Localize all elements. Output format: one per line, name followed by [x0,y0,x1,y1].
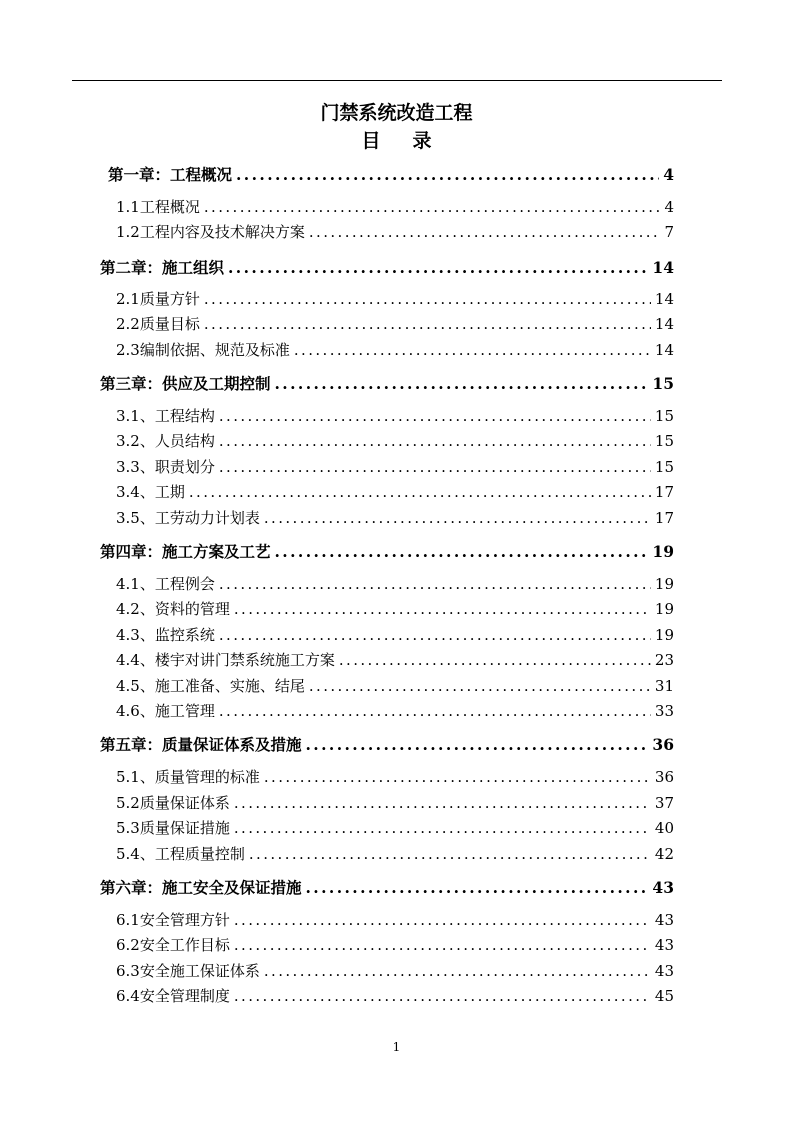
toc-leader-dots [275,374,649,393]
toc-chapter-entry[interactable] [100,876,674,898]
toc-entry-page: 14 [654,341,674,359]
toc-entry-label: 5.4、工程质量控制 [116,845,245,863]
toc-entry-page: 7 [664,223,674,241]
toc-entry-page: 15 [652,374,674,393]
toc-leader-dots [264,768,651,786]
toc-leader-dots [234,936,651,954]
toc-entry-label: 4.6、施工管理 [116,702,215,720]
toc-entry-page: 43 [654,936,674,954]
toc-section-entry[interactable] [116,843,674,864]
toc-entry-label: 第三章：供应及工期控制 [100,374,271,393]
toc-section-entry[interactable] [116,624,674,645]
toc-entry-page: 19 [654,600,674,618]
toc-section-entry[interactable] [116,573,674,594]
toc-leader-dots [264,962,651,980]
toc-entry-page: 33 [654,702,674,720]
toc-section-entry[interactable] [116,766,674,787]
toc-entry-page: 36 [652,735,674,754]
toc-section-entry[interactable] [116,675,674,696]
toc-section-entry[interactable] [116,792,674,813]
toc-entry-label: 1.1工程概况 [116,198,200,216]
toc-leader-dots [236,165,659,184]
toc-entry-label: 4.5、施工准备、实施、结尾 [116,677,305,695]
toc-entry-page: 14 [654,315,674,333]
toc-leader-dots [306,735,649,754]
toc-leader-dots [234,911,651,929]
toc-leader-dots [249,845,651,863]
toc-leader-dots [204,198,661,216]
toc-section-entry[interactable] [116,700,674,721]
toc-section-entry[interactable] [116,313,674,334]
toc-leader-dots [264,509,651,527]
toc-entry-page: 36 [654,768,674,786]
toc-section-entry[interactable] [116,481,674,502]
toc-entry-page: 17 [654,509,674,527]
toc-entry-page: 31 [654,677,674,695]
toc-entry-label: 3.1、工程结构 [116,407,215,425]
toc-leader-dots [339,651,651,669]
toc-entry-label: 6.4安全管理制度 [116,987,230,1005]
toc-heading: 目录 [361,130,464,152]
toc-section-entry[interactable] [116,430,674,451]
toc-leader-dots [294,341,651,359]
toc-section-entry[interactable] [116,196,674,217]
toc-entry-label: 第六章：施工安全及保证措施 [100,878,302,897]
toc-section-entry[interactable] [116,960,674,981]
toc-entry-label: 3.2、人员结构 [116,432,215,450]
toc-chapter-entry[interactable] [100,733,674,755]
toc-section-entry[interactable] [116,817,674,838]
toc-entry-label: 4.1、工程例会 [116,575,215,593]
toc-entry-label: 第二章：施工组织 [100,258,225,277]
toc-entry-page: 42 [654,845,674,863]
toc-entry-label: 第四章：施工方案及工艺 [100,542,271,561]
toc-leader-dots [228,258,648,277]
toc-section-entry[interactable] [116,339,674,360]
toc-section-entry[interactable] [116,405,674,426]
toc-entry-label: 4.2、资料的管理 [116,600,230,618]
toc-leader-dots [219,626,651,644]
toc-entry-label: 2.2质量目标 [116,315,200,333]
toc-entry-page: 4 [663,165,674,184]
toc-leader-dots [219,458,651,476]
page-number: 1 [392,1040,401,1054]
toc-entry-label: 2.3编制依据、规范及标准 [116,341,290,359]
toc-entry-label: 6.1安全管理方针 [116,911,230,929]
toc-section-entry[interactable] [116,598,674,619]
toc-leader-dots [234,819,651,837]
toc-leader-dots [204,315,651,333]
toc-chapter-entry[interactable] [100,540,674,562]
toc-leader-dots [309,223,661,241]
toc-entry-page: 23 [654,651,674,669]
document-title: 门禁系统改造工程 [320,102,473,124]
toc-section-entry[interactable] [116,649,674,670]
toc-entry-label: 6.2安全工作目标 [116,936,230,954]
toc-entry-label: 4.4、楼宇对讲门禁系统施工方案 [116,651,335,669]
toc-entry-page: 37 [654,794,674,812]
toc-entry-page: 4 [664,198,674,216]
toc-leader-dots [306,878,649,897]
toc-leader-dots [189,483,651,501]
toc-entry-page: 19 [654,575,674,593]
toc-leader-dots [234,987,651,1005]
toc-entry-page: 43 [654,911,674,929]
toc-entry-page: 14 [654,290,674,308]
toc-entry-label: 5.1、质量管理的标准 [116,768,260,786]
toc-entry-label: 6.3安全施工保证体系 [116,962,260,980]
toc-leader-dots [275,542,649,561]
toc-entry-page: 15 [654,432,674,450]
toc-leader-dots [234,794,651,812]
toc-entry-page: 14 [652,258,674,277]
toc-entry-label: 3.5、工劳动力计划表 [116,509,260,527]
toc-chapter-entry[interactable] [100,256,674,278]
toc-leader-dots [219,407,651,425]
toc-leader-dots [219,432,651,450]
toc-chapter-entry[interactable] [108,163,674,185]
toc-entry-label: 2.1质量方针 [116,290,200,308]
toc-leader-dots [219,702,651,720]
toc-section-entry[interactable] [116,934,674,955]
toc-entry-label: 第一章：工程概况 [108,165,233,184]
toc-leader-dots [234,600,651,618]
toc-leader-dots [204,290,651,308]
toc-section-entry[interactable] [116,985,674,1006]
toc-entry-label: 5.2质量保证体系 [116,794,230,812]
toc-section-entry[interactable] [116,507,674,528]
toc-section-entry[interactable] [116,909,674,930]
toc-entry-page: 17 [654,483,674,501]
toc-entry-page: 45 [654,987,674,1005]
toc-entry-page: 19 [654,626,674,644]
toc-entry-page: 19 [652,542,674,561]
toc-entry-page: 40 [654,819,674,837]
toc-section-entry[interactable] [116,456,674,477]
toc-leader-dots [219,575,651,593]
toc-entry-label: 4.3、监控系统 [116,626,215,644]
toc-entry-label: 1.2工程内容及技术解决方案 [116,223,305,241]
toc-entry-label: 第五章：质量保证体系及措施 [100,735,302,754]
toc-section-entry[interactable] [116,288,674,309]
toc-leader-dots [309,677,651,695]
toc-entry-page: 43 [654,962,674,980]
toc-entry-label: 5.3质量保证措施 [116,819,230,837]
toc-entry-page: 15 [654,458,674,476]
toc-section-entry[interactable] [116,221,674,242]
toc-chapter-entry[interactable] [100,372,674,394]
toc-entry-page: 15 [654,407,674,425]
toc-entry-page: 43 [652,878,674,897]
toc-entry-label: 3.3、职责划分 [116,458,215,476]
toc-entry-label: 3.4、工期 [116,483,185,501]
